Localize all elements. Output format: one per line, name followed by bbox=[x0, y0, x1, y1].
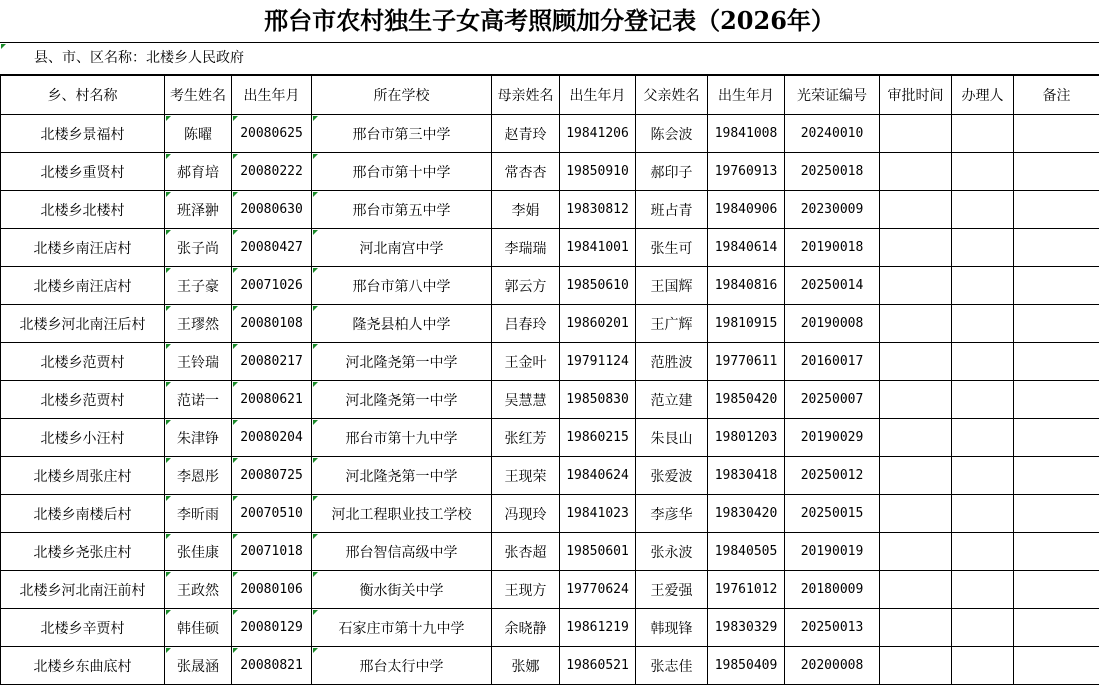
township-village-cell[interactable]: 北楼乡南汪店村 bbox=[1, 267, 165, 305]
father-name-cell[interactable]: 陈会波 bbox=[636, 115, 708, 153]
student-name-cell[interactable]: 朱津铮 bbox=[165, 419, 232, 457]
student-birth-cell[interactable]: 20080427 bbox=[232, 229, 312, 267]
table-body bbox=[1, 115, 1099, 685]
table-row bbox=[1, 229, 1099, 267]
father-birth-cell[interactable]: 19840614 bbox=[708, 229, 785, 267]
remarks-cell[interactable] bbox=[1014, 191, 1099, 229]
mother-birth-cell[interactable]: 19841001 bbox=[560, 229, 636, 267]
township-village-cell[interactable]: 北楼乡范贾村 bbox=[1, 343, 165, 381]
sheet-title[interactable]: 邢台市农村独生子女高考照顾加分登记表（2026年） bbox=[0, 0, 1099, 43]
approval-time-cell[interactable] bbox=[880, 115, 952, 153]
student-birth-header[interactable]: 出生年月 bbox=[232, 76, 312, 115]
honor-certificate-number-cell[interactable]: 20230009 bbox=[785, 191, 880, 229]
township-village-cell[interactable]: 北楼乡范贾村 bbox=[1, 381, 165, 419]
honor-certificate-number-cell[interactable]: 20200008 bbox=[785, 647, 880, 685]
school-cell[interactable]: 河北隆尧第一中学 bbox=[312, 343, 492, 381]
remarks-cell[interactable] bbox=[1014, 571, 1099, 609]
mother-birth-cell[interactable]: 19860215 bbox=[560, 419, 636, 457]
honor-certificate-number-cell[interactable]: 20160017 bbox=[785, 343, 880, 381]
school-cell[interactable]: 隆尧县柏人中学 bbox=[312, 305, 492, 343]
handler-cell[interactable] bbox=[952, 533, 1014, 571]
student-birth-cell[interactable]: 20080217 bbox=[232, 343, 312, 381]
father-name-cell[interactable]: 韩现锋 bbox=[636, 609, 708, 647]
mother-name-cell[interactable]: 李娟 bbox=[492, 191, 560, 229]
student-birth-cell[interactable]: 20080630 bbox=[232, 191, 312, 229]
student-name-cell[interactable]: 班泽翀 bbox=[165, 191, 232, 229]
mother-birth-cell[interactable]: 19861219 bbox=[560, 609, 636, 647]
school-cell[interactable]: 河北隆尧第一中学 bbox=[312, 457, 492, 495]
school-cell[interactable]: 石家庄市第十九中学 bbox=[312, 609, 492, 647]
father-name-cell[interactable]: 张志佳 bbox=[636, 647, 708, 685]
honor-certificate-number-cell[interactable]: 20180009 bbox=[785, 571, 880, 609]
remarks-cell[interactable] bbox=[1014, 609, 1099, 647]
remarks-header[interactable]: 备注 bbox=[1014, 76, 1099, 115]
father-name-cell[interactable]: 张生可 bbox=[636, 229, 708, 267]
student-name-cell[interactable]: 韩佳硕 bbox=[165, 609, 232, 647]
father-birth-cell[interactable]: 19841008 bbox=[708, 115, 785, 153]
table-row bbox=[1, 533, 1099, 571]
student-name-header[interactable]: 考生姓名 bbox=[165, 76, 232, 115]
township-village-cell[interactable]: 北楼乡小汪村 bbox=[1, 419, 165, 457]
approval-time-cell[interactable] bbox=[880, 419, 952, 457]
handler-cell[interactable] bbox=[952, 609, 1014, 647]
student-birth-cell[interactable]: 20080625 bbox=[232, 115, 312, 153]
father-name-header[interactable]: 父亲姓名 bbox=[636, 76, 708, 115]
mother-name-cell[interactable]: 吴慧慧 bbox=[492, 381, 560, 419]
handler-header[interactable]: 办理人 bbox=[952, 76, 1014, 115]
approval-time-cell[interactable] bbox=[880, 571, 952, 609]
school-cell[interactable]: 邢台太行中学 bbox=[312, 647, 492, 685]
approval-time-cell[interactable] bbox=[880, 609, 952, 647]
county-name-line[interactable]: 县、市、区名称：北楼乡人民政府 bbox=[0, 43, 1099, 75]
mother-name-cell[interactable]: 余晓静 bbox=[492, 609, 560, 647]
father-name-cell[interactable]: 李彦华 bbox=[636, 495, 708, 533]
honor-certificate-number-cell[interactable]: 20190008 bbox=[785, 305, 880, 343]
remarks-cell[interactable] bbox=[1014, 343, 1099, 381]
father-name-cell[interactable]: 范立建 bbox=[636, 381, 708, 419]
mother-birth-cell[interactable]: 19850910 bbox=[560, 153, 636, 191]
father-name-cell[interactable]: 范胜波 bbox=[636, 343, 708, 381]
father-birth-cell[interactable]: 19761012 bbox=[708, 571, 785, 609]
township-village-cell[interactable]: 北楼乡重贤村 bbox=[1, 153, 165, 191]
mother-birth-cell[interactable]: 19860201 bbox=[560, 305, 636, 343]
township-village-header[interactable]: 乡、村名称 bbox=[1, 76, 165, 115]
table-row bbox=[1, 457, 1099, 495]
school-cell[interactable]: 邢台智信高级中学 bbox=[312, 533, 492, 571]
school-cell[interactable]: 河北南宫中学 bbox=[312, 229, 492, 267]
student-birth-cell[interactable]: 20080129 bbox=[232, 609, 312, 647]
student-birth-cell[interactable]: 20080821 bbox=[232, 647, 312, 685]
school-cell[interactable]: 邢台市第八中学 bbox=[312, 267, 492, 305]
father-birth-cell[interactable]: 19840906 bbox=[708, 191, 785, 229]
handler-cell[interactable] bbox=[952, 343, 1014, 381]
school-cell[interactable]: 邢台市第三中学 bbox=[312, 115, 492, 153]
township-village-cell[interactable]: 北楼乡北楼村 bbox=[1, 191, 165, 229]
father-birth-header[interactable]: 出生年月 bbox=[708, 76, 785, 115]
student-name-cell[interactable]: 张佳康 bbox=[165, 533, 232, 571]
township-village-cell[interactable]: 北楼乡尧张庄村 bbox=[1, 533, 165, 571]
mother-birth-cell[interactable]: 19791124 bbox=[560, 343, 636, 381]
township-village-cell[interactable]: 北楼乡东曲底村 bbox=[1, 647, 165, 685]
father-name-cell[interactable]: 张爱波 bbox=[636, 457, 708, 495]
mother-name-cell[interactable]: 吕春玲 bbox=[492, 305, 560, 343]
remarks-cell[interactable] bbox=[1014, 419, 1099, 457]
honor-certificate-number-cell[interactable]: 20250013 bbox=[785, 609, 880, 647]
mother-name-cell[interactable]: 张娜 bbox=[492, 647, 560, 685]
father-name-cell[interactable]: 王广辉 bbox=[636, 305, 708, 343]
township-village-cell[interactable]: 北楼乡辛贾村 bbox=[1, 609, 165, 647]
honor-certificate-number-cell[interactable]: 20250007 bbox=[785, 381, 880, 419]
father-name-cell[interactable]: 郝印子 bbox=[636, 153, 708, 191]
remarks-cell[interactable] bbox=[1014, 533, 1099, 571]
table-row bbox=[1, 267, 1099, 305]
approval-time-header[interactable]: 审批时间 bbox=[880, 76, 952, 115]
mother-birth-cell[interactable]: 19830812 bbox=[560, 191, 636, 229]
approval-time-cell[interactable] bbox=[880, 153, 952, 191]
handler-cell[interactable] bbox=[952, 229, 1014, 267]
mother-name-cell[interactable]: 常杏杏 bbox=[492, 153, 560, 191]
remarks-cell[interactable] bbox=[1014, 229, 1099, 267]
mother-birth-cell[interactable]: 19860521 bbox=[560, 647, 636, 685]
township-village-cell[interactable]: 北楼乡河北南汪后村 bbox=[1, 305, 165, 343]
table-row bbox=[1, 305, 1099, 343]
mother-birth-cell[interactable]: 19850601 bbox=[560, 533, 636, 571]
approval-time-cell[interactable] bbox=[880, 191, 952, 229]
mother-name-cell[interactable]: 冯现玲 bbox=[492, 495, 560, 533]
student-name-cell[interactable]: 张子尚 bbox=[165, 229, 232, 267]
honor-certificate-number-cell[interactable]: 20250012 bbox=[785, 457, 880, 495]
father-name-cell[interactable]: 王国辉 bbox=[636, 267, 708, 305]
mother-name-cell[interactable]: 郭云方 bbox=[492, 267, 560, 305]
table-row bbox=[1, 419, 1099, 457]
township-village-cell[interactable]: 北楼乡南楼后村 bbox=[1, 495, 165, 533]
approval-time-cell[interactable] bbox=[880, 305, 952, 343]
father-birth-cell[interactable]: 19840816 bbox=[708, 267, 785, 305]
father-birth-cell[interactable]: 19850409 bbox=[708, 647, 785, 685]
student-name-cell[interactable]: 陈曜 bbox=[165, 115, 232, 153]
honor-certificate-number-cell[interactable]: 20250015 bbox=[785, 495, 880, 533]
mother-name-header[interactable]: 母亲姓名 bbox=[492, 76, 560, 115]
handler-cell[interactable] bbox=[952, 153, 1014, 191]
mother-name-cell[interactable]: 赵青玲 bbox=[492, 115, 560, 153]
table-row bbox=[1, 609, 1099, 647]
mother-name-cell[interactable]: 王现方 bbox=[492, 571, 560, 609]
mother-name-cell[interactable]: 王金叶 bbox=[492, 343, 560, 381]
approval-time-cell[interactable] bbox=[880, 267, 952, 305]
father-birth-cell[interactable]: 19801203 bbox=[708, 419, 785, 457]
remarks-cell[interactable] bbox=[1014, 267, 1099, 305]
remarks-cell[interactable] bbox=[1014, 305, 1099, 343]
student-birth-cell[interactable]: 20080222 bbox=[232, 153, 312, 191]
student-birth-cell[interactable]: 20071026 bbox=[232, 267, 312, 305]
school-header[interactable]: 所在学校 bbox=[312, 76, 492, 115]
table-row bbox=[1, 381, 1099, 419]
father-birth-cell[interactable]: 19830329 bbox=[708, 609, 785, 647]
father-birth-cell[interactable]: 19810915 bbox=[708, 305, 785, 343]
table-row bbox=[1, 571, 1099, 609]
student-name-cell[interactable]: 郝育培 bbox=[165, 153, 232, 191]
honor-certificate-number-cell[interactable]: 20250018 bbox=[785, 153, 880, 191]
honor-certificate-number-header[interactable]: 光荣证编号 bbox=[785, 76, 880, 115]
father-name-cell[interactable]: 朱艮山 bbox=[636, 419, 708, 457]
handler-cell[interactable] bbox=[952, 571, 1014, 609]
honor-certificate-number-cell[interactable]: 20240010 bbox=[785, 115, 880, 153]
approval-time-cell[interactable] bbox=[880, 381, 952, 419]
mother-name-cell[interactable]: 张红芳 bbox=[492, 419, 560, 457]
mother-birth-cell[interactable]: 19841206 bbox=[560, 115, 636, 153]
mother-birth-cell[interactable]: 19770624 bbox=[560, 571, 636, 609]
remarks-cell[interactable] bbox=[1014, 115, 1099, 153]
father-birth-cell[interactable]: 19770611 bbox=[708, 343, 785, 381]
school-cell[interactable]: 邢台市第五中学 bbox=[312, 191, 492, 229]
student-name-cell[interactable]: 范诺一 bbox=[165, 381, 232, 419]
honor-certificate-number-cell[interactable]: 20190019 bbox=[785, 533, 880, 571]
handler-cell[interactable] bbox=[952, 419, 1014, 457]
school-cell[interactable]: 河北工程职业技工学校 bbox=[312, 495, 492, 533]
honor-certificate-number-cell[interactable]: 20190018 bbox=[785, 229, 880, 267]
honor-certificate-number-cell[interactable]: 20190029 bbox=[785, 419, 880, 457]
registration-table bbox=[0, 75, 1099, 685]
student-name-cell[interactable]: 李昕雨 bbox=[165, 495, 232, 533]
school-cell[interactable]: 邢台市第十九中学 bbox=[312, 419, 492, 457]
father-birth-cell[interactable]: 19830418 bbox=[708, 457, 785, 495]
remarks-cell[interactable] bbox=[1014, 153, 1099, 191]
student-name-cell[interactable]: 王子豪 bbox=[165, 267, 232, 305]
father-birth-cell[interactable]: 19840505 bbox=[708, 533, 785, 571]
father-name-cell[interactable]: 班占青 bbox=[636, 191, 708, 229]
handler-cell[interactable] bbox=[952, 647, 1014, 685]
student-birth-cell[interactable]: 20080108 bbox=[232, 305, 312, 343]
student-birth-cell[interactable]: 20080204 bbox=[232, 419, 312, 457]
remarks-cell[interactable] bbox=[1014, 647, 1099, 685]
township-village-cell[interactable]: 北楼乡南汪店村 bbox=[1, 229, 165, 267]
student-birth-cell[interactable]: 20080106 bbox=[232, 571, 312, 609]
remarks-cell[interactable] bbox=[1014, 381, 1099, 419]
township-village-cell[interactable]: 北楼乡周张庄村 bbox=[1, 457, 165, 495]
mother-name-cell[interactable]: 张杏超 bbox=[492, 533, 560, 571]
father-name-cell[interactable]: 王爱强 bbox=[636, 571, 708, 609]
mother-name-cell[interactable]: 李瑞瑞 bbox=[492, 229, 560, 267]
approval-time-cell[interactable] bbox=[880, 495, 952, 533]
student-name-cell[interactable]: 王璆然 bbox=[165, 305, 232, 343]
handler-cell[interactable] bbox=[952, 381, 1014, 419]
table-row bbox=[1, 343, 1099, 381]
table-row bbox=[1, 647, 1099, 685]
remarks-cell[interactable] bbox=[1014, 495, 1099, 533]
student-name-cell[interactable]: 李恩彤 bbox=[165, 457, 232, 495]
father-name-cell[interactable]: 张永波 bbox=[636, 533, 708, 571]
mother-birth-cell[interactable]: 19841023 bbox=[560, 495, 636, 533]
mother-birth-cell[interactable]: 19850610 bbox=[560, 267, 636, 305]
student-name-cell[interactable]: 王政然 bbox=[165, 571, 232, 609]
township-village-cell[interactable]: 北楼乡景福村 bbox=[1, 115, 165, 153]
student-name-cell[interactable]: 张晟涵 bbox=[165, 647, 232, 685]
township-village-cell[interactable]: 北楼乡河北南汪前村 bbox=[1, 571, 165, 609]
student-birth-cell[interactable]: 20071018 bbox=[232, 533, 312, 571]
father-birth-cell[interactable]: 19830420 bbox=[708, 495, 785, 533]
mother-birth-cell[interactable]: 19850830 bbox=[560, 381, 636, 419]
father-birth-cell[interactable]: 19850420 bbox=[708, 381, 785, 419]
mother-birth-cell[interactable]: 19840624 bbox=[560, 457, 636, 495]
mother-name-cell[interactable]: 王现荣 bbox=[492, 457, 560, 495]
student-birth-cell[interactable]: 20070510 bbox=[232, 495, 312, 533]
table-row bbox=[1, 191, 1099, 229]
table-row bbox=[1, 153, 1099, 191]
handler-cell[interactable] bbox=[952, 115, 1014, 153]
school-cell[interactable]: 河北隆尧第一中学 bbox=[312, 381, 492, 419]
mother-birth-header[interactable]: 出生年月 bbox=[560, 76, 636, 115]
handler-cell[interactable] bbox=[952, 305, 1014, 343]
student-birth-cell[interactable]: 20080725 bbox=[232, 457, 312, 495]
approval-time-cell[interactable] bbox=[880, 647, 952, 685]
handler-cell[interactable] bbox=[952, 191, 1014, 229]
remarks-cell[interactable] bbox=[1014, 457, 1099, 495]
student-birth-cell[interactable]: 20080621 bbox=[232, 381, 312, 419]
approval-time-cell[interactable] bbox=[880, 533, 952, 571]
student-name-cell[interactable]: 王铃瑞 bbox=[165, 343, 232, 381]
handler-cell[interactable] bbox=[952, 457, 1014, 495]
header-row bbox=[1, 76, 1099, 115]
approval-time-cell[interactable] bbox=[880, 229, 952, 267]
school-cell[interactable]: 衡水街关中学 bbox=[312, 571, 492, 609]
honor-certificate-number-cell[interactable]: 20250014 bbox=[785, 267, 880, 305]
table-row bbox=[1, 115, 1099, 153]
approval-time-cell[interactable] bbox=[880, 457, 952, 495]
handler-cell[interactable] bbox=[952, 267, 1014, 305]
table-row bbox=[1, 495, 1099, 533]
school-cell[interactable]: 邢台市第十中学 bbox=[312, 153, 492, 191]
father-birth-cell[interactable]: 19760913 bbox=[708, 153, 785, 191]
approval-time-cell[interactable] bbox=[880, 343, 952, 381]
handler-cell[interactable] bbox=[952, 495, 1014, 533]
